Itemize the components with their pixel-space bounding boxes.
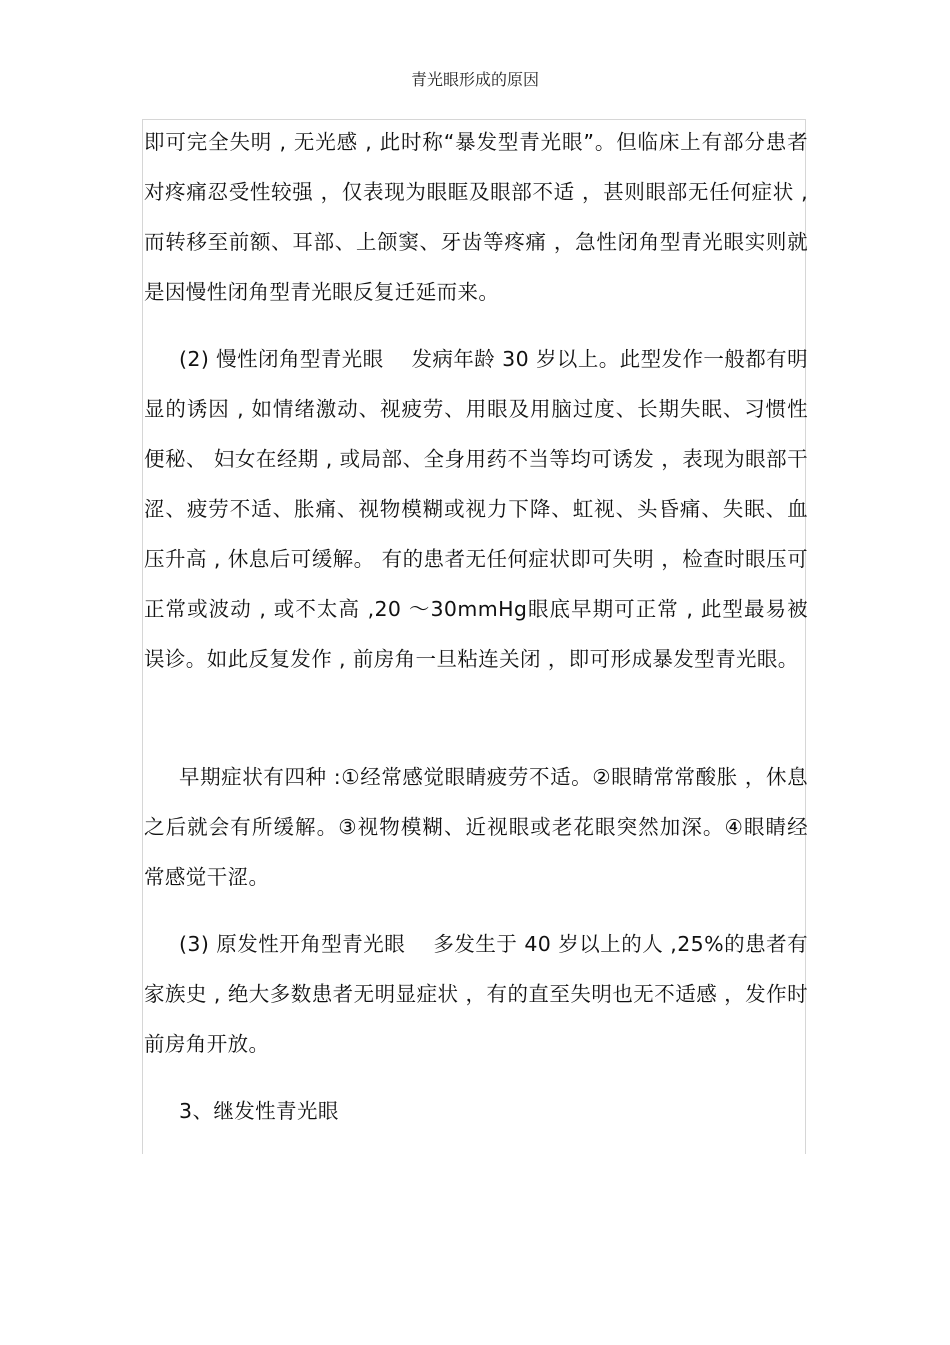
paragraph-early-symptoms: 早期症状有四种 :①经常感觉眼睛疲劳不适。②眼睛常常酸胀 ，休息之后就会有所缓解。③视物模糊、近视眼或老花眼突然加深。④眼睛经常感觉干涩。 bbox=[144, 765, 808, 889]
paragraph-open-angle: (3) 原发性开角型青光眼 多发生于 40 岁以上的人 ,25%的患者有家族史 , 绝大多数患者无明显症状 ，有的直至失明也无不适感 ，发作时前房角开放。 bbox=[144, 932, 808, 1056]
section-heading-secondary-glaucoma: 3、继发性青光眼 bbox=[179, 1099, 339, 1123]
paragraph-acute-continued: 即可完全失明 , 无光感 , 此时称“暴发型青光眼”。但临床上有部分患者对疼痛忍受性较强 ，仅表现为眼眶及眼部不适 ，甚则眼部无任何症状 , 而转移至前额、耳部、上颌窦、牙齿等疼痛 ，急性闭角型青光眼实则就是因慢性闭角型青光眼反复迁延而来。 bbox=[144, 130, 808, 304]
page-title: 青光眼形成的原因 bbox=[410, 70, 539, 89]
paragraph-chronic-angle-closure: (2) 慢性闭角型青光眼 发病年龄 30 岁以上。此型发作一般都有明显的诱因 , 如情绪激动、视疲劳、用眼及用脑过度、长期失眠、习惯性便秘、 妇女在经期 , 或局部、全身用药不当等均可诱发 ，表现为眼部干涩、疲劳不适、胀痛、视物模糊或视力下降、虹视、头昏痛、失眠、血压升高 , 休息后可缓解。 有的患者无任何症状即可失明 ，检查时眼压可正常或波动 , 或不太高 ,20 ～30mmHg眼底早期可正常 , 此型最易被误诊。如此反复发作 , 前房角一旦粘连关闭 ，即可形成暴发型青光眼。 bbox=[144, 347, 808, 671]
